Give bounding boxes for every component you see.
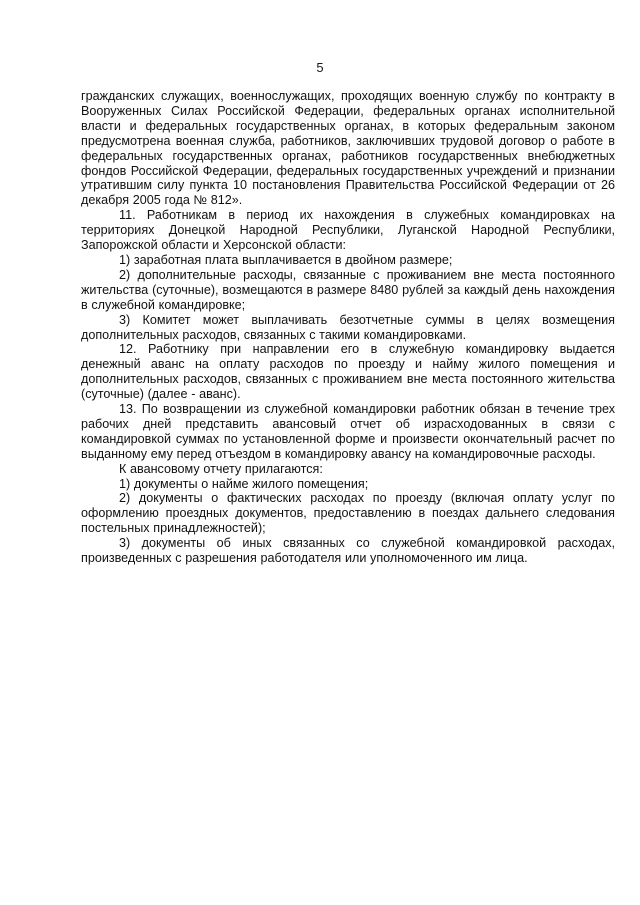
paragraph-attachment-1: 1) документы о найме жилого помещения;: [119, 476, 369, 491]
paragraph-item-13: 13. По возвращении из служебной командировки работник обязан в течение трех рабочих дней представить авансовый отчет об израсходованных в связи с командировкой суммах по установленной форме и произвести окончательный расчет по выданному ему перед отъездом в командировку авансу на командировочные расходы.: [81, 402, 615, 461]
paragraph-item-11-3: 3) Комитет может выплачивать безотчетные суммы в целях возмещения дополнительных расходов, связанных с такими командировками.: [81, 312, 615, 342]
paragraph-continuation: гражданских служащих, военнослужащих, проходящих военную службу по контракту в Вооруженных Силах Российской Федерации, федеральных органах исполнительной власти и федеральных государственных органах, в которых федеральным законом предусмотрена военная служба, работников, заключивших трудовой договор о работе в федеральных государственных органах, работников государственных внебюджетных фондов Российской Федерации, федеральных государственных учреждений и признании утратившим силу пункта 10 постановления Правительства Российской Федерации от 26 декабря 2005 года № 812».: [81, 89, 615, 208]
paragraph-item-11: 11. Работникам в период их нахождения в служебных командировках на территориях Донецкой Народной Республики, Луганской Народной Республики, Запорожской области и Херсонской области:: [81, 208, 615, 253]
paragraph-item-11-2: 2) дополнительные расходы, связанные с проживанием вне места постоянного жительства (суточные), возмещаются в размере 8480 рублей за каждый день нахождения в служебной командировке;: [81, 267, 615, 312]
paragraph-item-12: 12. Работнику при направлении его в служебную командировку выдается денежный аванс на оплату расходов по проезду и найму жилого помещения и дополнительных расходов, связанных с проживанием вне места постоянного жительства (суточные) (далее - аванс).: [81, 342, 615, 402]
document-body: [81, 89, 615, 566]
page-number: 5: [316, 60, 324, 75]
paragraph-attachment-3: 3) документы об иных связанных со служебной командировкой расходах, произведенных с разрешения работодателя или уполномоченного им лица.: [81, 536, 615, 566]
paragraph-attachment-2: 2) документы о фактических расходах по проезду (включая оплату услуг по оформлению проездных документов, предоставлению в поездах дальнего следования постельных принадлежностей);: [81, 491, 615, 536]
paragraph-item-11-1: 1) заработная плата выплачивается в двойном размере;: [119, 252, 453, 267]
paragraph-attachments-intro: К авансовому отчету прилагаются:: [119, 461, 323, 476]
